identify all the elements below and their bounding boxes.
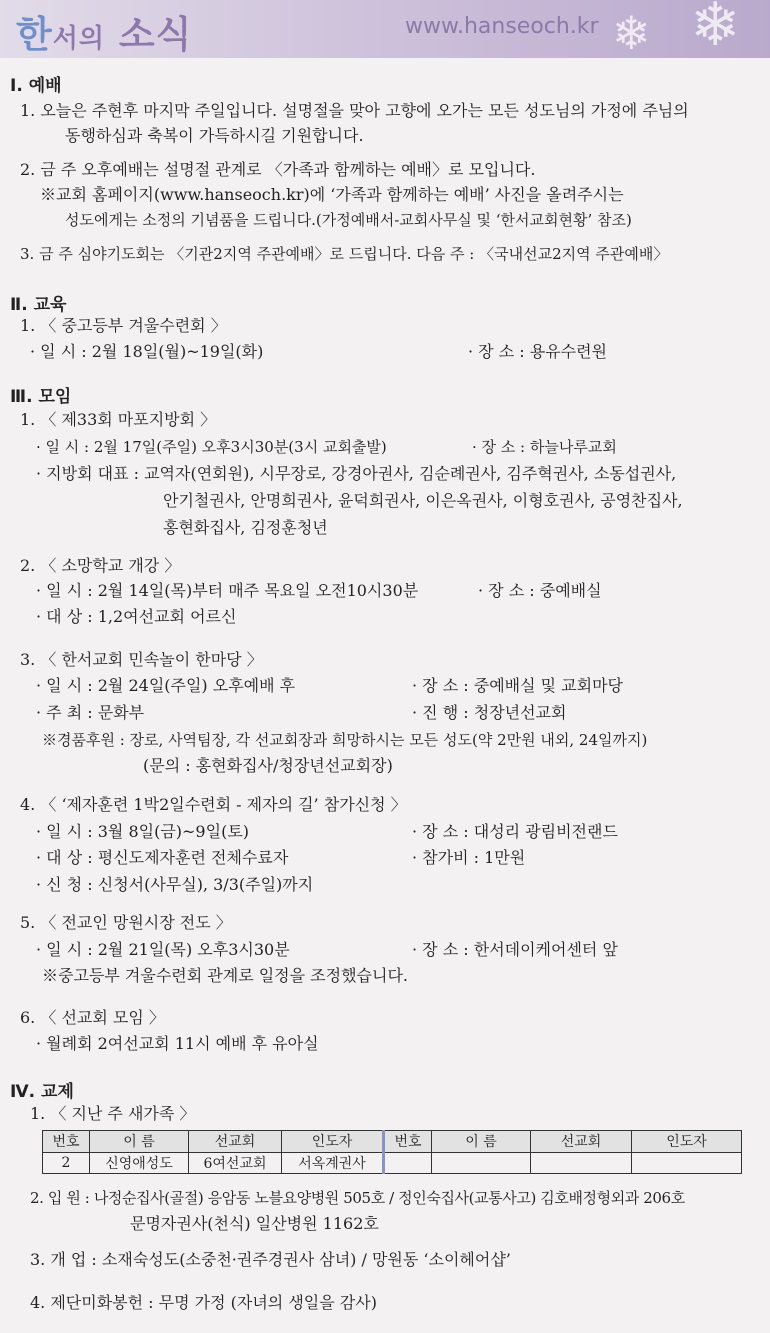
meeting-item-3-host: · 주 최 : 문화부 <box>36 703 145 722</box>
fellowship-item-2-cont: 문명자권사(천식) 일산병원 1162호 <box>130 1214 379 1233</box>
new-members-table <box>42 1130 742 1174</box>
meeting-item-1-place: · 장 소 : 하늘나루교회 <box>472 438 617 456</box>
table-header-cell: 인도자 <box>282 1131 384 1153</box>
table-cell: 신영애성도 <box>90 1152 189 1174</box>
meeting-item-5-note: ※중고등부 겨울수련회 관계로 일정을 조정했습니다. <box>42 966 409 985</box>
table-header-cell: 번호 <box>384 1131 432 1153</box>
section-heading-worship: Ⅰ. 예배 <box>10 76 62 96</box>
table-header-cell: 선교회 <box>189 1131 282 1153</box>
section-heading-fellowship: Ⅳ. 교제 <box>10 1082 74 1102</box>
worship-item-1: 1. 오늘은 주현후 마지막 주일입니다. 설명절을 맞아 고향에 오가는 모든 성도님의 가정에 주님의 <box>20 101 689 120</box>
meeting-item-4-application: · 신 청 : 신청서(사무실), 3/3(주일)까지 <box>36 875 314 894</box>
worship-item-2-note-cont: 성도에게는 소정의 기념품을 드립니다.(가정예배서-교회사무실 및 ‘한서교회현황’ 참조) <box>65 211 632 229</box>
meeting-item-1-delegates-cont: 안기철권사, 안명희권사, 윤덕희권사, 이은옥권사, 이형호권사, 공영찬집사, <box>163 491 683 510</box>
meeting-item-1: 1. 〈 제33회 마포지방회 〉 <box>20 410 217 429</box>
title-first-char: 한 <box>16 13 53 56</box>
meeting-item-4-date: · 일 시 : 3월 8일(금)~9일(토) <box>36 822 250 841</box>
meeting-item-3-contact: (문의 : 홍현화집사/청장년선교회장) <box>143 756 393 775</box>
table-header-cell: 인도자 <box>632 1131 742 1153</box>
meeting-item-6-detail: · 월례회 2여선교회 11시 예배 후 유아실 <box>36 1034 319 1053</box>
meeting-item-1-date: · 일 시 : 2월 17일(주일) 오후3시30분(3시 교회출발) <box>36 438 387 456</box>
worship-item-2: 2. 금 주 오후예배는 설명절 관계로 〈가족과 함께하는 예배〉로 모입니다. <box>20 160 536 179</box>
meeting-item-5: 5. 〈 전교인 망원시장 전도 〉 <box>20 913 232 932</box>
meeting-item-2: 2. 〈 소망학교 개강 〉 <box>20 556 181 575</box>
fellowship-item-1: 1. 〈 지난 주 새가족 〉 <box>30 1104 196 1123</box>
meeting-item-5-date: · 일 시 : 2월 21일(목) 오후3시30분 <box>36 940 290 959</box>
fellowship-item-4: 4. 제단미화봉헌 : 무명 가정 (자녀의 생일을 감사) <box>30 1293 377 1312</box>
website-url: www.hanseoch.kr <box>405 14 599 39</box>
meeting-item-3-organizer: · 진 행 : 청장년선교회 <box>412 703 567 722</box>
section-heading-education: Ⅱ. 교육 <box>10 295 67 315</box>
education-item-1-date: · 일 시 : 2월 18일(월)~19일(화) <box>30 342 264 361</box>
meeting-item-4-fee: · 참가비 : 1만원 <box>412 848 526 867</box>
table-cell <box>531 1152 632 1174</box>
meeting-item-3-place: · 장 소 : 중예배실 및 교회마당 <box>412 676 624 695</box>
meeting-item-6: 6. 〈 선교회 모임 〉 <box>20 1008 165 1027</box>
table-header-row <box>43 1131 742 1153</box>
table-cell <box>384 1152 432 1174</box>
meeting-item-3-prizes: ※경품후원 : 장로, 사역팀장, 각 선교회장과 희망하시는 모든 성도(약 2만원 내외, 24일까지) <box>42 731 648 749</box>
table-header-cell: 번호 <box>43 1131 90 1153</box>
table-cell <box>632 1152 742 1174</box>
section-heading-meetings: Ⅲ. 모임 <box>10 387 72 407</box>
snowflake-icon: ❄ <box>690 0 741 58</box>
fellowship-item-2: 2. 입 원 : 나정순집사(골절) 응암동 노블요양병원 505호 / 정인숙집사(교통사고) 김호배정형외과 206호 <box>30 1189 685 1207</box>
table-cell: 서옥계권사 <box>282 1152 384 1174</box>
table-header-cell: 선교회 <box>531 1131 632 1153</box>
meeting-item-4: 4. 〈 ‘제자훈련 1박2일수련회 - 제자의 길’ 참가신청 〉 <box>20 795 407 814</box>
snowflake-icon: ❄ <box>612 6 651 58</box>
meeting-item-2-place: · 장 소 : 중예배실 <box>478 581 602 600</box>
title-last: 소식 <box>118 13 193 56</box>
worship-item-2-note: ※교회 홈페이지(www.hanseoch.kr)에 ‘가족과 함께하는 예배’ 사진을 올려주시는 <box>40 185 624 204</box>
meeting-item-5-place: · 장 소 : 한서데이케어센터 앞 <box>412 940 618 959</box>
worship-item-3: 3. 금 주 심야기도회는 〈기관2지역 주관예배〉로 드립니다. 다음 주 : 〈국내선교2지역 주관예배〉 <box>20 245 669 263</box>
table-cell <box>432 1152 531 1174</box>
meeting-item-3: 3. 〈 한서교회 민속놀이 한마당 〉 <box>20 650 263 669</box>
worship-item-1-cont: 동행하심과 축복이 가득하시길 기원합니다. <box>65 126 364 145</box>
meeting-item-4-place: · 장 소 : 대성리 광림비전랜드 <box>412 822 618 841</box>
meeting-item-3-date: · 일 시 : 2월 24일(주일) 오후예배 후 <box>36 676 296 695</box>
meeting-item-1-delegates-cont2: 홍현화집사, 김정훈청년 <box>163 518 328 537</box>
table-cell: 2 <box>43 1152 90 1174</box>
fellowship-item-3: 3. 개 업 : 소재숙성도(소중천·권주경권사 삼녀) / 망원동 ‘소이헤어샵’ <box>30 1250 511 1269</box>
table-header-cell: 이 름 <box>90 1131 189 1153</box>
meeting-item-4-target: · 대 상 : 평신도제자훈련 전체수료자 <box>36 848 289 867</box>
table-row <box>43 1152 742 1174</box>
meeting-item-1-delegates: · 지방회 대표 : 교역자(연회원), 시무장로, 강경아권사, 김순례권사, 김주혁권사, 소동섭권사, <box>36 464 677 483</box>
education-item-1-place: · 장 소 : 용유수련원 <box>468 342 608 361</box>
table-header-cell: 이 름 <box>432 1131 531 1153</box>
meeting-item-2-date: · 일 시 : 2월 14일(목)부터 매주 목요일 오전10시30분 <box>36 581 419 600</box>
title-middle: 서의 <box>52 24 105 54</box>
meeting-item-2-target: · 대 상 : 1,2여선교회 어르신 <box>36 607 237 626</box>
table-cell: 6여선교회 <box>189 1152 282 1174</box>
education-item-1: 1. 〈 중고등부 겨울수련회 〉 <box>20 316 227 335</box>
